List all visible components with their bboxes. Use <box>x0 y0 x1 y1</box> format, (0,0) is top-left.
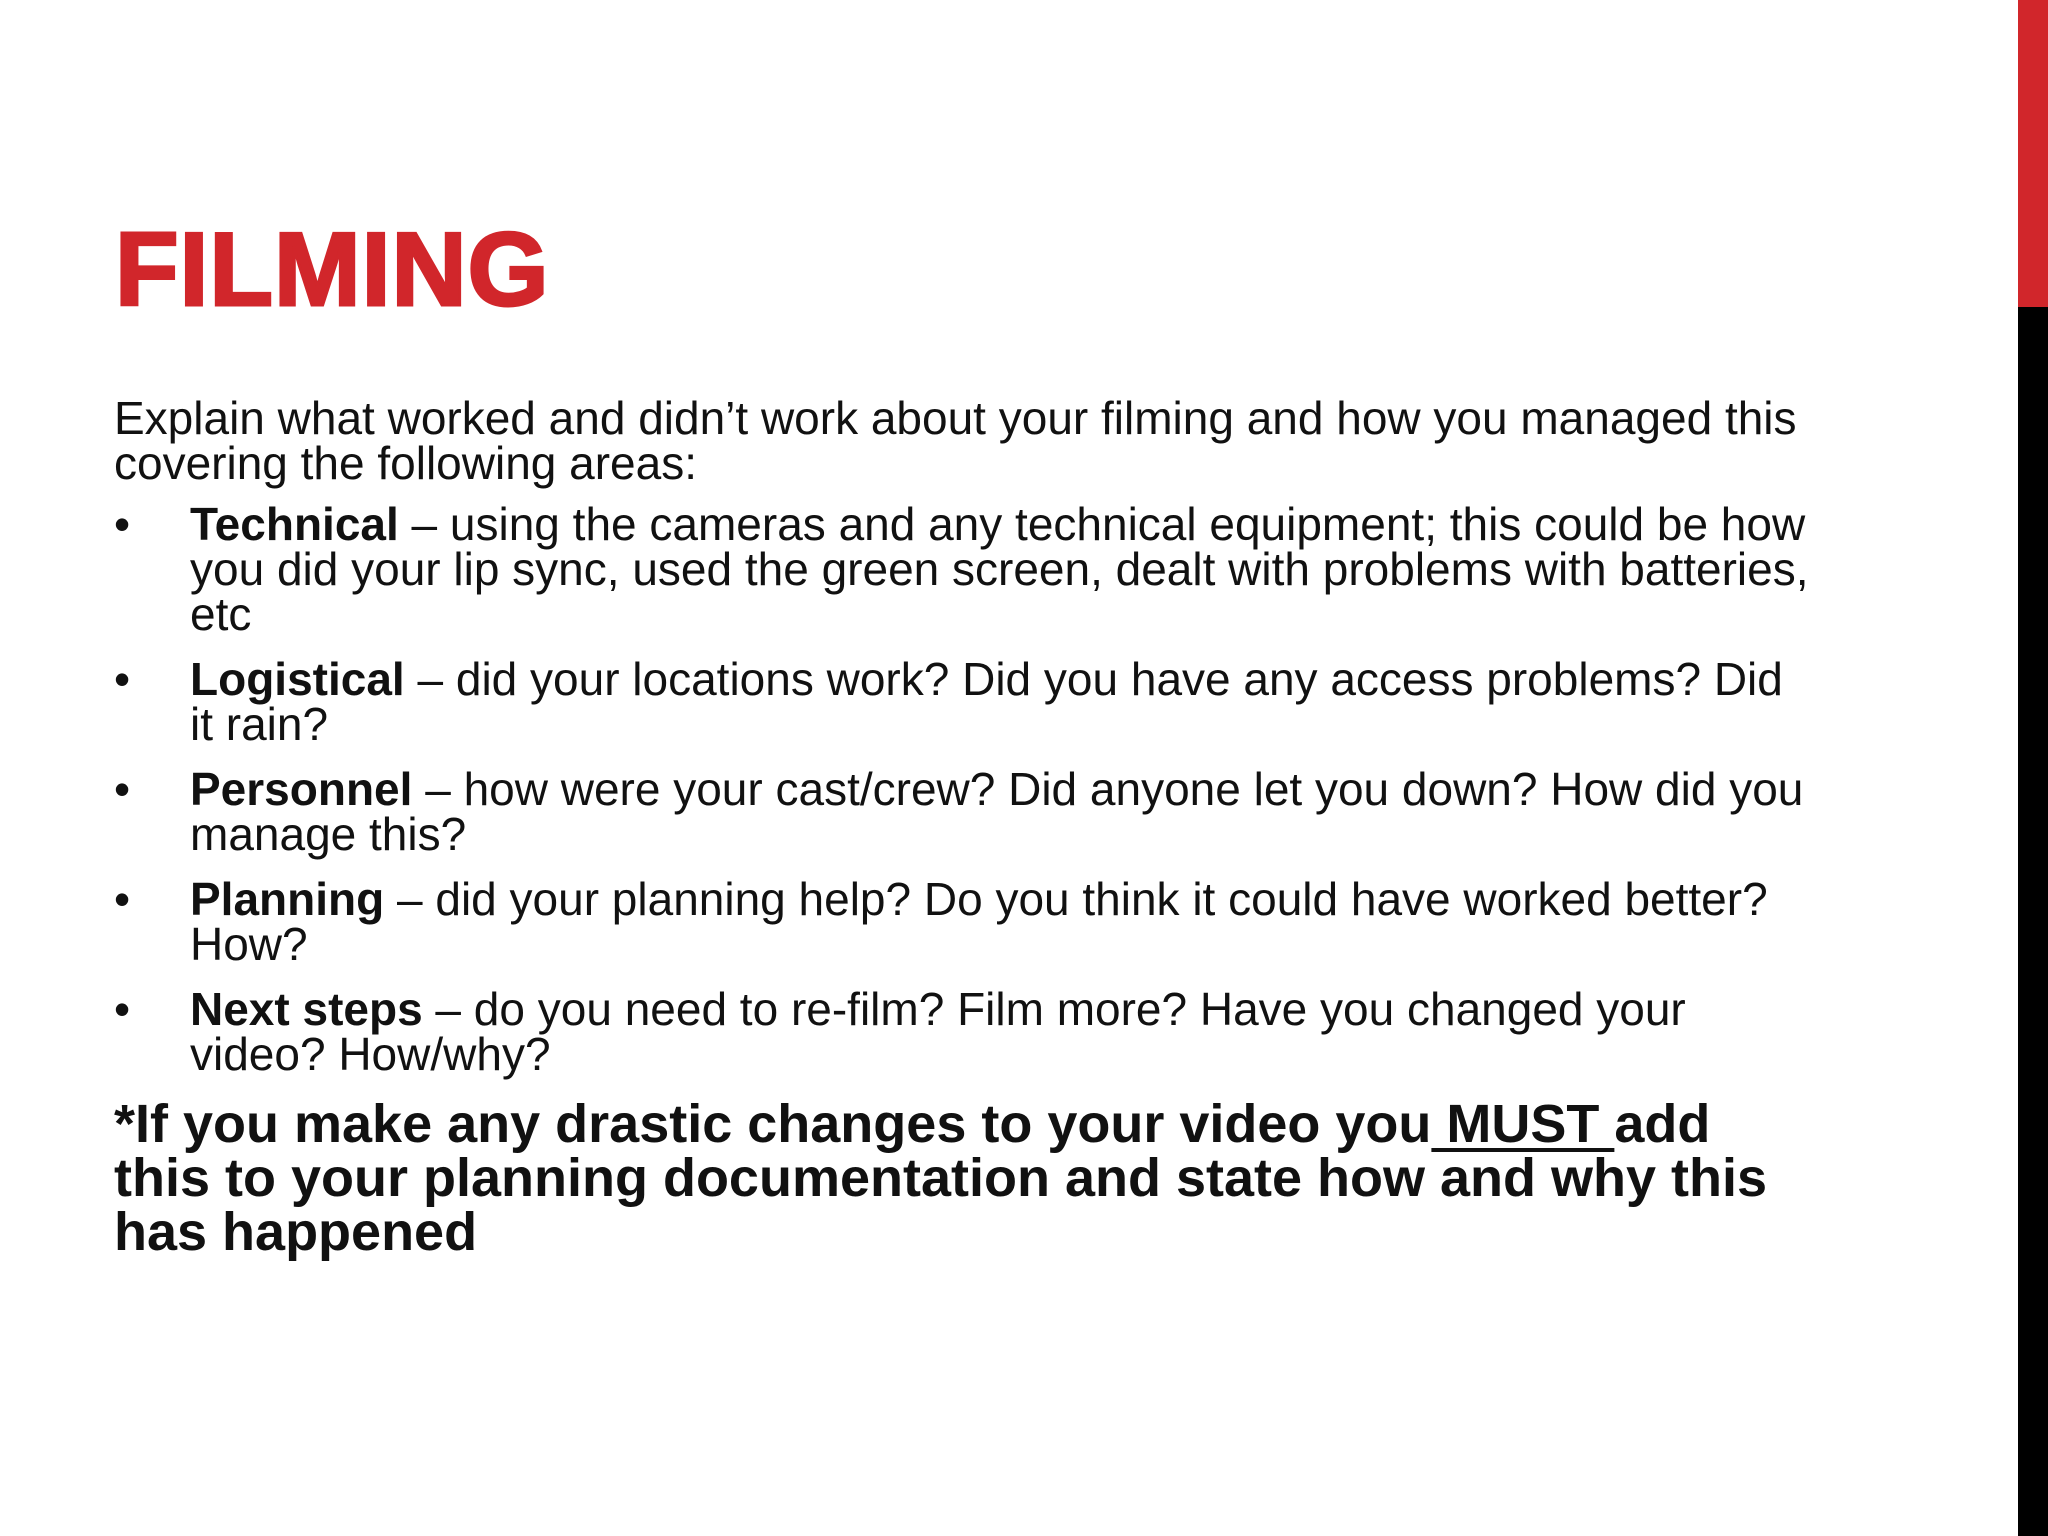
bullet-icon: • <box>114 763 131 815</box>
bullet-text: – did your planning help? Do you think it could have worked better? How? <box>190 873 1768 970</box>
bullet-term: Logistical <box>190 653 405 705</box>
bullet-term: Technical <box>190 498 399 550</box>
bullet-list <box>114 498 1814 1080</box>
bullet-icon: • <box>114 498 131 550</box>
bullet-term: Next steps <box>190 983 423 1035</box>
note-emphasis: MUST <box>1431 1094 1615 1154</box>
list-item <box>114 983 1814 1080</box>
list-item <box>114 763 1814 860</box>
bullet-term: Planning <box>190 873 385 925</box>
bullet-icon: • <box>114 983 131 1035</box>
note-text-end: add this to your planning documentation and state how and why this has happened <box>114 1094 1768 1262</box>
bullet-icon: • <box>114 653 131 705</box>
intro-text: Explain what worked and didn’t work about your filming and how you managed this covering the following areas: <box>114 392 1797 489</box>
list-item <box>114 873 1814 970</box>
accent-bar-black <box>2018 307 2048 1536</box>
slide-title: FILMING <box>115 212 550 328</box>
bullet-text: – did your locations work? Did you have any access problems? Did it rain? <box>190 653 1783 750</box>
slide-body <box>114 392 1814 1262</box>
note-text-start: *If you make any drastic changes to your video you <box>114 1094 1432 1154</box>
bullet-term: Personnel <box>190 763 413 815</box>
bullet-text: – using the cameras and any technical equipment; this could be how you did your lip sync, used the green screen, dealt with problems with batteries, etc <box>190 498 1809 640</box>
list-item <box>114 498 1814 640</box>
bullet-icon: • <box>114 873 131 925</box>
bullet-text: – do you need to re-film? Film more? Have you changed your video? How/why? <box>190 983 1686 1080</box>
list-item <box>114 653 1814 750</box>
accent-bar-red <box>2018 0 2048 307</box>
bullet-text: – how were your cast/crew? Did anyone let you down? How did you manage this? <box>190 763 1804 860</box>
important-note <box>114 1094 1814 1262</box>
